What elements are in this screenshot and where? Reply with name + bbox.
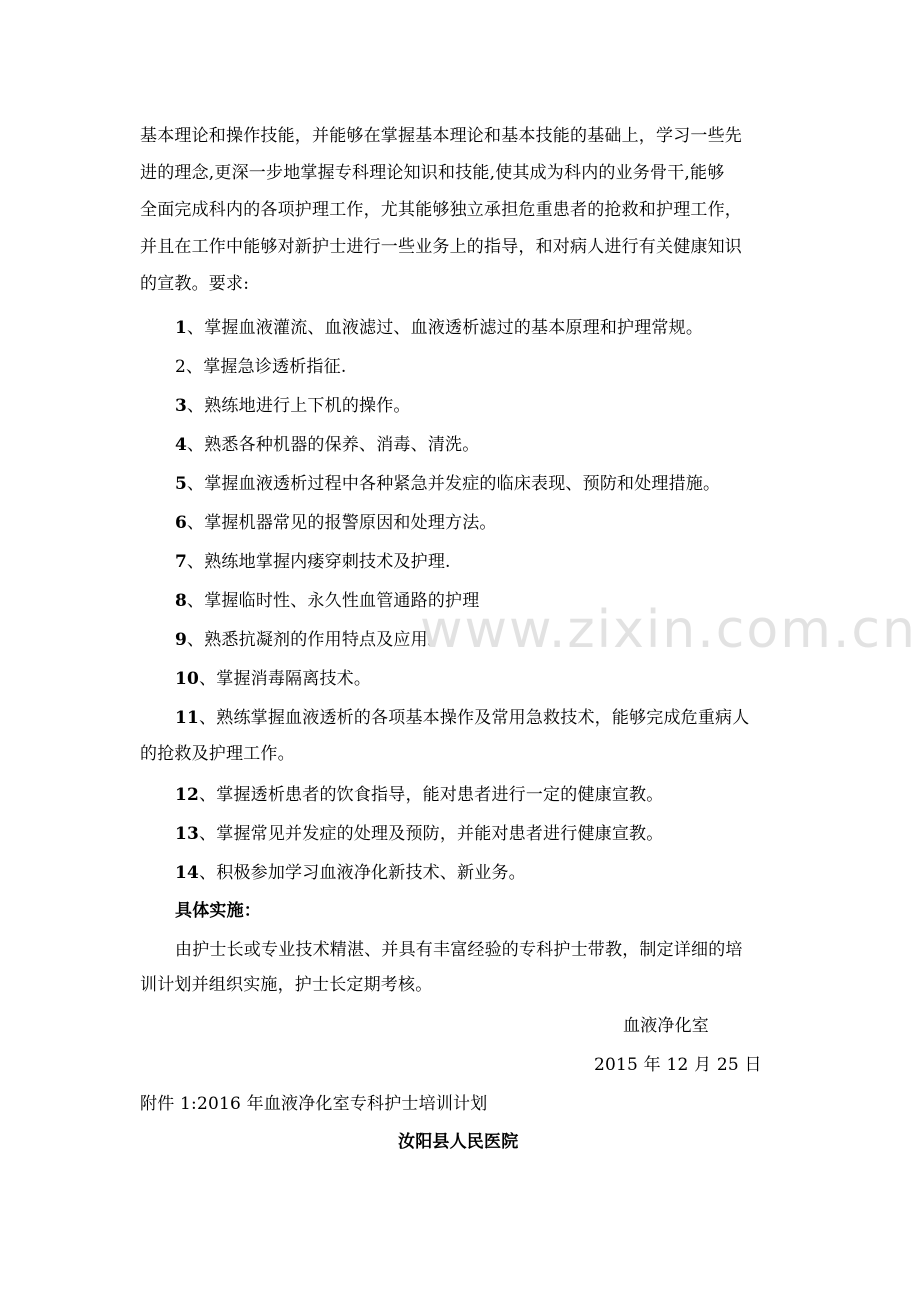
requirement-number: 12 <box>175 785 200 805</box>
requirement-item-9 <box>175 628 445 652</box>
requirement-text: 、熟练地掌握内瘘穿刺技术及护理. <box>187 552 451 572</box>
requirement-text: 、掌握机器常见的报警原因和处理方法。 <box>187 513 497 533</box>
implementation-line-1: 由护士长或专业技术精湛、并具有丰富经验的专科护士带教，制定详细的培 <box>175 940 743 960</box>
requirement-number: 4 <box>175 435 188 455</box>
signature-date: 2015 年 12 月 25 日 <box>594 1055 762 1075</box>
requirement-text: 、掌握临时性、永久性血管通路的护理 <box>187 591 480 611</box>
requirement-text: 、掌握急诊透析指征. <box>186 357 347 377</box>
requirement-number: 9 <box>175 630 188 650</box>
requirement-item-6 <box>175 511 497 535</box>
requirement-item-2 <box>175 355 346 379</box>
requirement-item-10 <box>175 667 371 691</box>
requirement-number: 13 <box>175 824 200 844</box>
requirement-number: 5 <box>175 474 188 494</box>
requirement-item-11 <box>175 706 749 730</box>
requirement-text: 、掌握血液透析过程中各种紧急并发症的临床表现、预防和处理措施。 <box>187 474 721 494</box>
hospital-name: 汝阳县人民医院 <box>398 1132 519 1152</box>
requirement-text: 、积极参加学习血液净化新技术、新业务。 <box>199 863 526 883</box>
requirement-text: 、熟练掌握血液透析的各项基本操作及常用急救技术，能够完成危重病人 <box>199 708 750 728</box>
requirement-text: 、掌握常见并发症的处理及预防，并能对患者进行健康宣教。 <box>199 824 664 844</box>
requirement-item-5 <box>175 472 720 496</box>
intro-line-1: 基本理论和操作技能，并能够在掌握基本理论和基本技能的基础上，学习一些先 <box>140 126 742 146</box>
requirement-number: 14 <box>175 863 200 883</box>
requirement-text: 、掌握透析患者的饮食指导，能对患者进行一定的健康宣教。 <box>199 785 664 805</box>
watermark: www.zixin.com.cn <box>420 600 917 660</box>
requirement-text: 、熟悉抗凝剂的作用特点及应用。 <box>187 630 446 650</box>
requirement-number: 1 <box>175 318 188 338</box>
requirement-item-3 <box>175 394 411 418</box>
requirement-item-4 <box>175 433 479 457</box>
requirement-number: 8 <box>175 591 188 611</box>
intro-line-4: 并且在工作中能够对新护士进行一些业务上的指导，和对病人进行有关健康知识 <box>140 237 742 257</box>
signature-department: 血液净化室 <box>623 1016 709 1036</box>
requirement-item-11-continuation: 的抢救及护理工作。 <box>140 744 295 764</box>
requirement-item-12 <box>175 783 663 807</box>
requirement-text: 、熟悉各种机器的保养、消毒、清洗。 <box>187 435 480 455</box>
requirement-item-13 <box>175 822 663 846</box>
requirement-number: 6 <box>175 513 188 533</box>
intro-line-3: 全面完成科内的各项护理工作，尤其能够独立承担危重患者的抢救和护理工作， <box>140 200 742 220</box>
requirement-number: 3 <box>175 396 188 416</box>
requirement-item-14 <box>175 861 526 885</box>
requirement-text: 、熟练地进行上下机的操作。 <box>187 396 411 416</box>
requirement-text: 、掌握消毒隔离技术。 <box>199 669 372 689</box>
attachment-title: 附件 1:2016 年血液净化室专科护士培训计划 <box>140 1094 488 1114</box>
requirement-number: 11 <box>175 708 200 728</box>
requirement-number: 7 <box>175 552 188 572</box>
intro-line-2: 进的理念,更深一步地掌握专科理论知识和技能,使其成为科内的业务骨干,能够 <box>140 163 725 183</box>
implementation-heading: 具体实施： <box>175 901 261 921</box>
requirement-number: 2 <box>175 357 187 377</box>
requirement-number: 10 <box>175 669 200 689</box>
requirement-item-1 <box>175 316 703 340</box>
requirement-text: 、掌握血液灌流、血液滤过、血液透析滤过的基本原理和护理常规。 <box>187 318 704 338</box>
intro-line-5: 的宣教。要求: <box>140 274 250 294</box>
requirement-item-7 <box>175 550 451 574</box>
implementation-line-2: 训计划并组织实施，护士长定期考核。 <box>140 975 433 995</box>
